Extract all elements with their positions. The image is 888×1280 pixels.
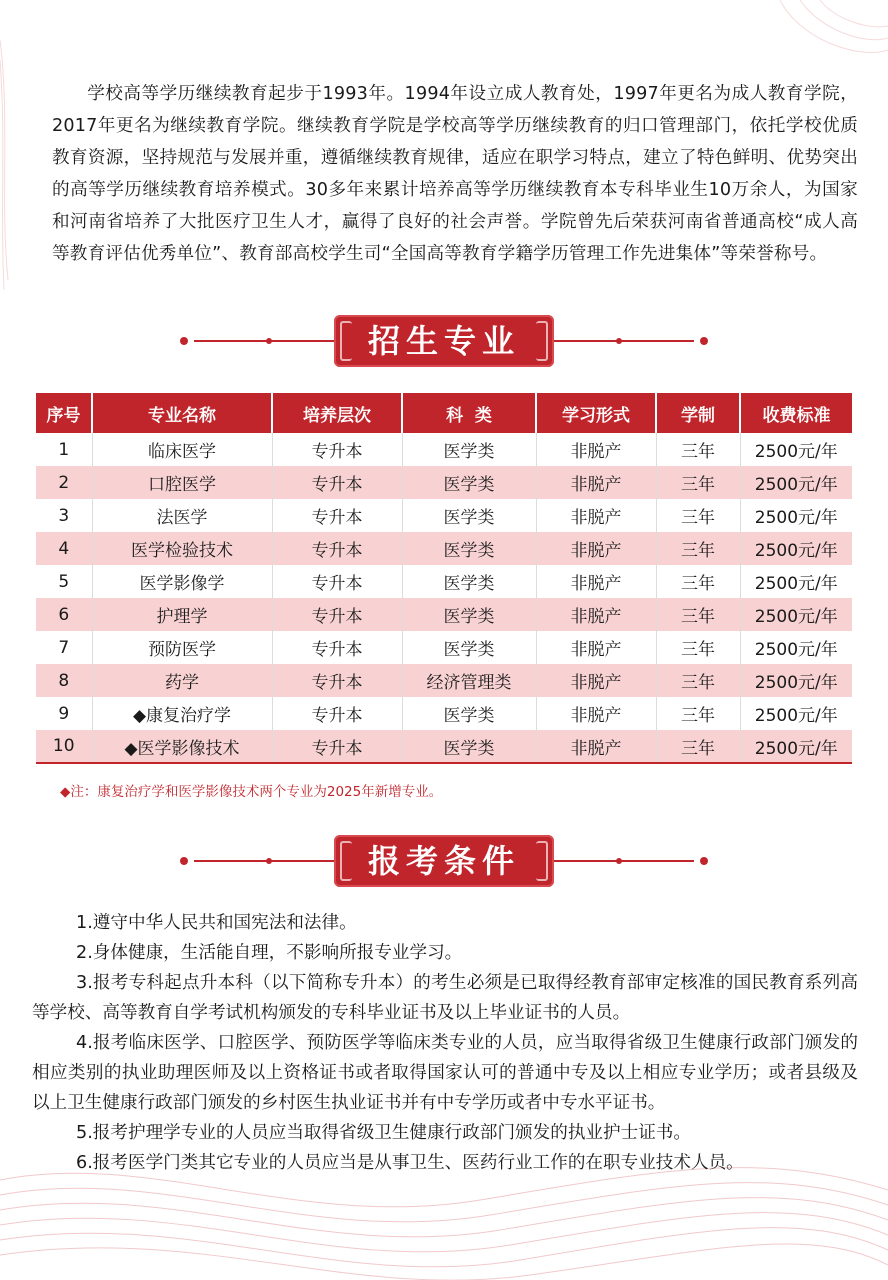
cell-level: 专升本 — [272, 664, 402, 697]
cell-form: 非脱产 — [536, 664, 656, 697]
table-row — [36, 730, 852, 763]
cell-level: 专升本 — [272, 433, 402, 466]
header-seq: 序号 — [36, 393, 92, 433]
cell-category: 医学类 — [402, 466, 536, 499]
header-category: 科 类 — [402, 393, 536, 433]
cell-years: 三年 — [656, 565, 740, 598]
header-line — [554, 860, 694, 862]
cell-name: 预防医学 — [92, 631, 272, 664]
table-row — [36, 532, 852, 565]
cell-category: 医学类 — [402, 499, 536, 532]
header-line — [554, 340, 694, 342]
cell-fee: 2500元/年 — [740, 664, 852, 697]
cell-fee: 2500元/年 — [740, 598, 852, 631]
header-line — [194, 340, 334, 342]
cell-fee: 2500元/年 — [740, 631, 852, 664]
cell-category: 医学类 — [402, 532, 536, 565]
table-row — [36, 499, 852, 532]
cell-form: 非脱产 — [536, 565, 656, 598]
table-row — [36, 664, 852, 697]
cell-years: 三年 — [656, 532, 740, 565]
condition-item: 1.遵守中华人民共和国宪法和法律。 — [76, 913, 357, 933]
cell-name: 医学影像学 — [92, 565, 272, 598]
cell-seq: 5 — [36, 565, 92, 598]
cell-years: 三年 — [656, 433, 740, 466]
majors-section-header — [170, 315, 718, 367]
header-dot — [180, 337, 188, 345]
cell-seq: 3 — [36, 499, 92, 532]
cell-level: 专升本 — [272, 466, 402, 499]
cell-fee: 2500元/年 — [740, 466, 852, 499]
header-fee: 收费标准 — [740, 393, 852, 433]
cell-fee: 2500元/年 — [740, 565, 852, 598]
cell-seq: 9 — [36, 697, 92, 730]
header-dot — [180, 857, 188, 865]
cell-seq: 2 — [36, 466, 92, 499]
cell-category: 医学类 — [402, 631, 536, 664]
cell-form: 非脱产 — [536, 730, 656, 763]
table-row — [36, 433, 852, 466]
cell-category: 医学类 — [402, 433, 536, 466]
conditions-list — [32, 908, 858, 1178]
cell-fee: 2500元/年 — [740, 697, 852, 730]
cell-years: 三年 — [656, 664, 740, 697]
cell-category: 医学类 — [402, 565, 536, 598]
condition-item: 5.报考护理学专业的人员应当取得省级卫生健康行政部门颁发的执业护士证书。 — [76, 1123, 691, 1143]
cell-fee: 2500元/年 — [740, 499, 852, 532]
cell-level: 专升本 — [272, 697, 402, 730]
cell-fee: 2500元/年 — [740, 433, 852, 466]
table-row — [36, 466, 852, 499]
table-row — [36, 697, 852, 730]
cell-level: 专升本 — [272, 598, 402, 631]
cell-seq: 10 — [36, 730, 92, 763]
conditions-section-title: 报考条件 — [334, 835, 554, 887]
cell-form: 非脱产 — [536, 499, 656, 532]
majors-note: ◆注：康复治疗学和医学影像技术两个专业为2025年新增专业。 — [60, 784, 443, 800]
majors-table-container — [36, 393, 852, 764]
conditions-section-header — [170, 835, 718, 887]
cell-form: 非脱产 — [536, 631, 656, 664]
header-years: 学制 — [656, 393, 740, 433]
cell-years: 三年 — [656, 697, 740, 730]
cell-level: 专升本 — [272, 565, 402, 598]
cell-name: ◆康复治疗学 — [92, 697, 272, 730]
cell-years: 三年 — [656, 499, 740, 532]
header-line — [194, 860, 334, 862]
condition-item: 4.报考临床医学、口腔医学、预防医学等临床类专业的人员，应当取得省级卫生健康行政部门颁发的相应类别的执业助理医师及以上资格证书或者取得国家认可的普通中专及以上相应专业学历；或者县级及以上卫生健康行政部门颁发的乡村医生执业证书并有中专学历或者中专水平证书。 — [32, 1033, 858, 1113]
header-dot — [616, 858, 622, 864]
cell-form: 非脱产 — [536, 532, 656, 565]
table-row — [36, 565, 852, 598]
cell-seq: 7 — [36, 631, 92, 664]
majors-table-body — [36, 433, 852, 763]
table-row — [36, 631, 852, 664]
cell-category: 医学类 — [402, 730, 536, 763]
cell-name: 口腔医学 — [92, 466, 272, 499]
condition-item: 3.报考专科起点升本科（以下简称专升本）的考生必须是已取得经教育部审定核准的国民教育系列高等学校、高等教育自学考试机构颁发的专科毕业证书及以上毕业证书的人员。 — [32, 973, 858, 1023]
cell-seq: 1 — [36, 433, 92, 466]
cell-name: 药学 — [92, 664, 272, 697]
cell-name: 临床医学 — [92, 433, 272, 466]
cell-years: 三年 — [656, 631, 740, 664]
cell-category: 经济管理类 — [402, 664, 536, 697]
table-header-row — [36, 393, 852, 433]
cell-fee: 2500元/年 — [740, 532, 852, 565]
cell-years: 三年 — [656, 730, 740, 763]
cell-form: 非脱产 — [536, 598, 656, 631]
header-dot — [700, 337, 708, 345]
cell-form: 非脱产 — [536, 697, 656, 730]
cell-level: 专升本 — [272, 499, 402, 532]
header-level: 培养层次 — [272, 393, 402, 433]
majors-section-title: 招生专业 — [334, 315, 554, 367]
cell-name: ◆医学影像技术 — [92, 730, 272, 763]
cell-seq: 6 — [36, 598, 92, 631]
cell-fee: 2500元/年 — [740, 730, 852, 763]
header-dot — [616, 338, 622, 344]
cell-form: 非脱产 — [536, 466, 656, 499]
cell-category: 医学类 — [402, 598, 536, 631]
majors-table — [36, 393, 852, 764]
intro-paragraph: 学校高等学历继续教育起步于1993年。1994年设立成人教育处，1997年更名为成人教育学院，2017年更名为继续教育学院。继续教育学院是学校高等学历继续教育的归口管理部门，依托学校优质教育资源，坚持规范与发展并重，遵循继续教育规律，适应在职学习特点，建立了特色鲜明、优势突出的高等学历继续教育培养模式。30多年来累计培养高等学历继续教育本专科毕业生10万余人，为国家和河南省培养了大批医疗卫生人才，赢得了良好的社会声誉。学院曾先后荣获河南省普通高校“成人高等教育评估优秀单位”、教育部高校学生司“全国高等教育学籍学历管理工作先进集体”等荣誉称号。 — [52, 84, 858, 264]
cell-form: 非脱产 — [536, 433, 656, 466]
cell-name: 法医学 — [92, 499, 272, 532]
cell-category: 医学类 — [402, 697, 536, 730]
cell-years: 三年 — [656, 466, 740, 499]
cell-level: 专升本 — [272, 631, 402, 664]
cell-name: 护理学 — [92, 598, 272, 631]
condition-item: 6.报考医学门类其它专业的人员应当是从事卫生、医药行业工作的在职专业技术人员。 — [76, 1153, 744, 1173]
cell-name: 医学检验技术 — [92, 532, 272, 565]
table-row — [36, 598, 852, 631]
condition-item: 2.身体健康，生活能自理，不影响所报专业学习。 — [76, 943, 463, 963]
header-dot — [700, 857, 708, 865]
cell-level: 专升本 — [272, 730, 402, 763]
cell-years: 三年 — [656, 598, 740, 631]
cell-seq: 4 — [36, 532, 92, 565]
header-form: 学习形式 — [536, 393, 656, 433]
cell-seq: 8 — [36, 664, 92, 697]
cell-level: 专升本 — [272, 532, 402, 565]
header-name: 专业名称 — [92, 393, 272, 433]
